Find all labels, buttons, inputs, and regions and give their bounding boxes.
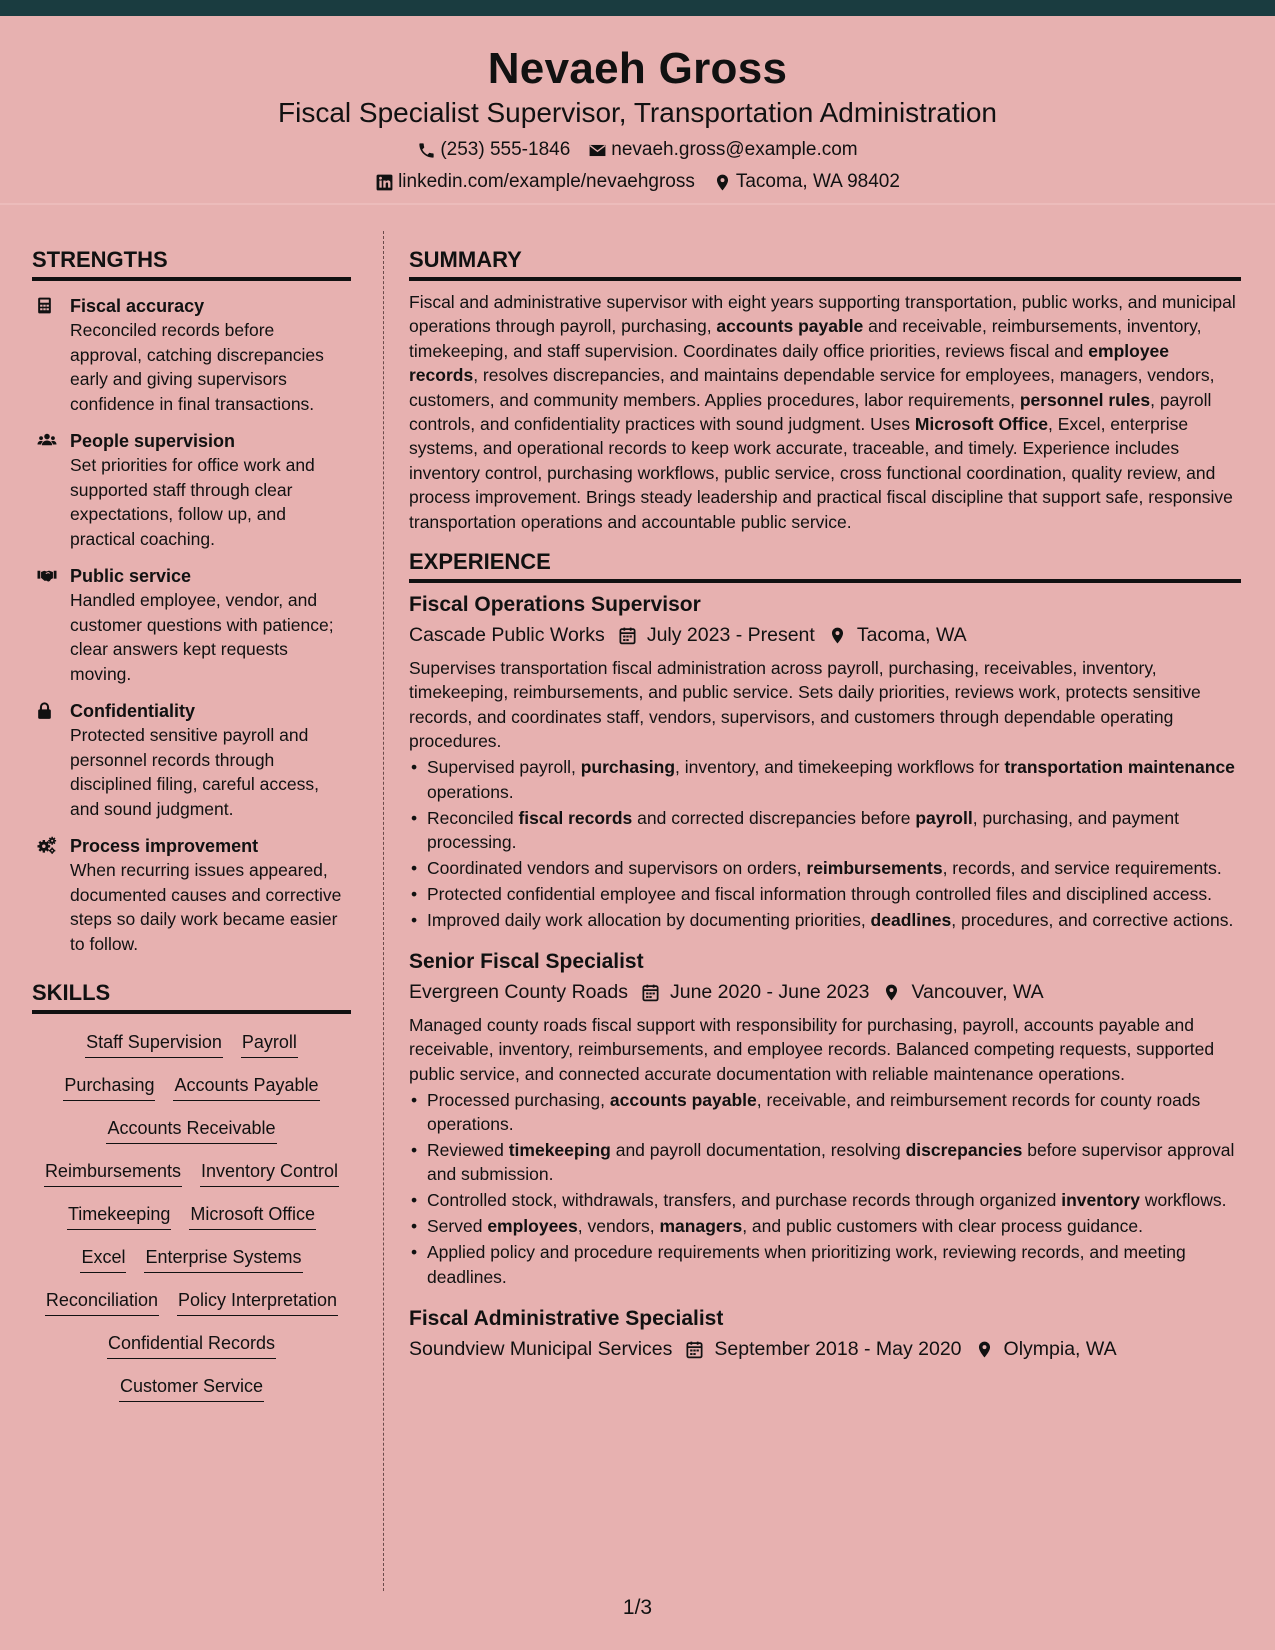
skill-tag: Inventory Control [200,1159,339,1187]
map-pin-icon [882,983,901,1002]
email-text[interactable]: nevaeh.gross@example.com [611,139,858,160]
job-meta [409,979,1241,1005]
emphasis-text: inventory [1061,1190,1140,1211]
job-meta [409,1336,1241,1362]
linkedin-icon [375,173,394,192]
emphasis-text: transportation maintenance [1004,757,1235,778]
emphasis-text: accounts payable [609,1089,757,1110]
skill-tag: Excel [80,1245,126,1273]
right-column [409,246,1241,1362]
strength-item [32,564,351,686]
linkedin-text[interactable]: linkedin.com/example/nevaehgross [398,171,695,192]
job-entry [409,948,1241,1289]
skill-tag: Staff Supervision [85,1030,223,1058]
users-icon [35,431,59,450]
experience-heading: EXPERIENCE [409,548,1241,583]
job-bullet: • Reconciled fiscal records and corrected discrepancies before payroll, purchasing, and payment processing. [409,806,1241,855]
job-entry [409,591,1241,932]
skill-tag: Enterprise Systems [144,1245,302,1273]
summary-text: Fiscal and administrative supervisor with eight years supporting transportation, public works, and municipal operations through payroll, purchasing, accounts payable and receivable, reimbursements, inventory, timekeeping, and staff supervision. Coordinates daily office priorities, reviews fiscal and employee records, resolves discrepancies, and maintains dependable service for employees, managers, vendors, customers, and community members. Applies procedures, labor requirements, personnel rules, payroll controls, and confidentiality practices with sound judgment. Uses Microsoft Office, Excel, enterprise systems, and operational records to keep work accurate, traceable, and timely. Experience includes inventory control, purchasing workflows, public service, cross functional coordination, quality review, and process improvement. Brings steady leadership and practical fiscal discipline that support safe, responsive transportation operations and accountable public service. [409,292,1236,532]
job-location: Vancouver, WA [911,981,1044,1004]
skill-tag: Reimbursements [44,1159,182,1187]
calendar-icon [641,983,660,1002]
skill-tag: Payroll [241,1030,298,1058]
job-bullets [409,1088,1241,1289]
strength-title: Confidentiality [70,701,195,721]
resume-header [0,16,1275,204]
emphasis-text: accounts payable [716,316,864,337]
phone-icon [417,141,436,160]
column-divider [383,231,384,1591]
strength-text: Set priorities for office work and supported staff through clear expectations, follow up, and practical coaching. [70,455,315,549]
job-entry [409,1305,1241,1362]
strength-item [32,834,351,956]
job-dates: July 2023 - Present [646,624,815,647]
job-bullet: • Supervised payroll, purchasing, inventory, and timekeeping workflows for transportation maintenance operations. [409,755,1241,804]
job-bullet: • Protected confidential employee and fiscal information through controlled files and disciplined access. [409,882,1241,906]
map-pin-icon [975,1340,994,1359]
strength-title: People supervision [70,431,236,451]
lock-icon [35,701,54,720]
contact-linkedin[interactable] [375,170,695,194]
job-description: Managed county roads fiscal support with responsibility for purchasing, payroll, accounts payable and receivable, inventory, reimbursements, and employee records. Balanced competing requests, supported public service, and connected accurate documentation with reliable maintenance operations. [409,1015,1215,1084]
emphasis-text: employee records [409,340,1170,386]
job-bullet: • Applied policy and procedure requirements when prioritizing work, reviewing records, and meeting deadlines. [409,1240,1241,1289]
skill-tag: Reconciliation [45,1288,159,1316]
candidate-title: Fiscal Specialist Supervisor, Transportation Administration [278,97,997,128]
skill-tag: Confidential Records [107,1331,276,1359]
job-company: Soundview Municipal Services [409,1338,673,1360]
job-bullet: • Controlled stock, withdrawals, transfers, and purchase records through organized inventory workflows. [409,1188,1241,1212]
job-title: Senior Fiscal Specialist [409,950,644,974]
job-description: Supervises transportation fiscal administration across payroll, purchasing, receivables, inventory, timekeeping, reimbursements, and public service. Sets daily priorities, reviews work, protects sensitive records, and coordinates staff, vendors, supervisors, and customers through dependable operating procedures. [409,658,1201,752]
emphasis-text: managers [659,1216,743,1237]
strength-item [32,699,351,821]
skills-list [32,1030,351,1402]
strength-title: Fiscal accuracy [70,296,205,316]
job-bullet: • Reviewed timekeeping and payroll documentation, resolving discrepancies before supervisor approval and submission. [409,1138,1241,1187]
job-title: Fiscal Operations Supervisor [409,593,701,617]
emphasis-text: discrepancies [905,1140,1023,1161]
map-pin-icon [713,173,732,192]
emphasis-text: deadlines [870,909,952,930]
emphasis-text: reimbursements [806,857,943,878]
phone-text: (253) 555-1846 [440,139,571,160]
gears-icon [35,836,59,855]
contact-email[interactable] [588,138,857,162]
job-dates: September 2018 - May 2020 [714,1338,962,1360]
strength-text: When recurring issues appeared, documented causes and corrective steps so daily work became easier to follow. [70,860,342,954]
contact-row-primary [0,138,1275,162]
contact-phone [417,138,570,162]
job-bullet: • Coordinated vendors and supervisors on orders, reimbursements, records, and service requirements. [409,856,1241,880]
strength-title: Process improvement [70,836,259,856]
strength-title: Public service [70,566,192,586]
map-pin-icon [828,626,847,645]
job-bullet: • Improved daily work allocation by documenting priorities, deadlines, procedures, and corrective actions. [409,908,1241,932]
skill-tag: Timekeeping [67,1202,171,1230]
job-bullets [409,755,1241,932]
summary-heading: SUMMARY [409,246,1241,281]
skill-tag: Customer Service [119,1374,264,1402]
skill-tag: Accounts Payable [173,1073,319,1101]
strength-text: Handled employee, vendor, and customer questions with patience; clear answers kept requests moving. [70,590,334,684]
emphasis-text: payroll [915,807,973,828]
job-location: Tacoma, WA [856,624,967,647]
emphasis-text: personnel rules [1019,389,1151,410]
job-company: Cascade Public Works [409,624,605,647]
strength-item [32,429,351,551]
job-location: Olympia, WA [1003,1338,1117,1360]
skill-tag: Accounts Receivable [106,1116,276,1144]
calendar-icon [685,1340,704,1359]
skills-heading: SKILLS [32,979,351,1014]
calculator-icon [35,296,54,315]
calendar-icon [618,626,637,645]
location-text: Tacoma, WA 98402 [735,171,900,192]
contact-row-secondary [0,170,1275,194]
top-accent-bar [0,0,1275,16]
emphasis-text: purchasing [580,757,676,778]
page-number: 1/3 [622,1596,653,1619]
skill-tag: Microsoft Office [189,1202,316,1230]
strength-text: Reconciled records before approval, catching discrepancies early and giving supervisors confidence in final transactions. [70,320,324,414]
skill-tag: Policy Interpretation [177,1288,338,1316]
job-company: Evergreen County Roads [409,981,628,1004]
strength-item [32,294,351,416]
contact-location [713,170,900,194]
handshake-icon [35,566,59,585]
emphasis-text: fiscal records [518,807,633,828]
job-meta [409,622,1241,648]
job-dates: June 2020 - June 2023 [669,981,870,1004]
job-bullet: • Served employees, vendors, managers, and public customers with clear process guidance. [409,1214,1241,1238]
skill-tag: Purchasing [63,1073,155,1101]
header-separator [0,203,1275,205]
left-column [32,246,351,1402]
strength-text: Protected sensitive payroll and personnel records through disciplined filing, careful access, and sound judgment. [70,725,320,819]
job-bullet: • Processed purchasing, accounts payable, receivable, and reimbursement records for county roads operations. [409,1088,1241,1137]
emphasis-text: timekeeping [508,1140,611,1161]
candidate-name: Nevaeh Gross [487,44,788,93]
emphasis-text: employees [487,1216,578,1237]
job-title: Fiscal Administrative Specialist [409,1307,724,1330]
emphasis-text: Microsoft Office [914,414,1049,435]
envelope-icon [588,141,607,160]
strengths-heading: STRENGTHS [32,246,351,281]
